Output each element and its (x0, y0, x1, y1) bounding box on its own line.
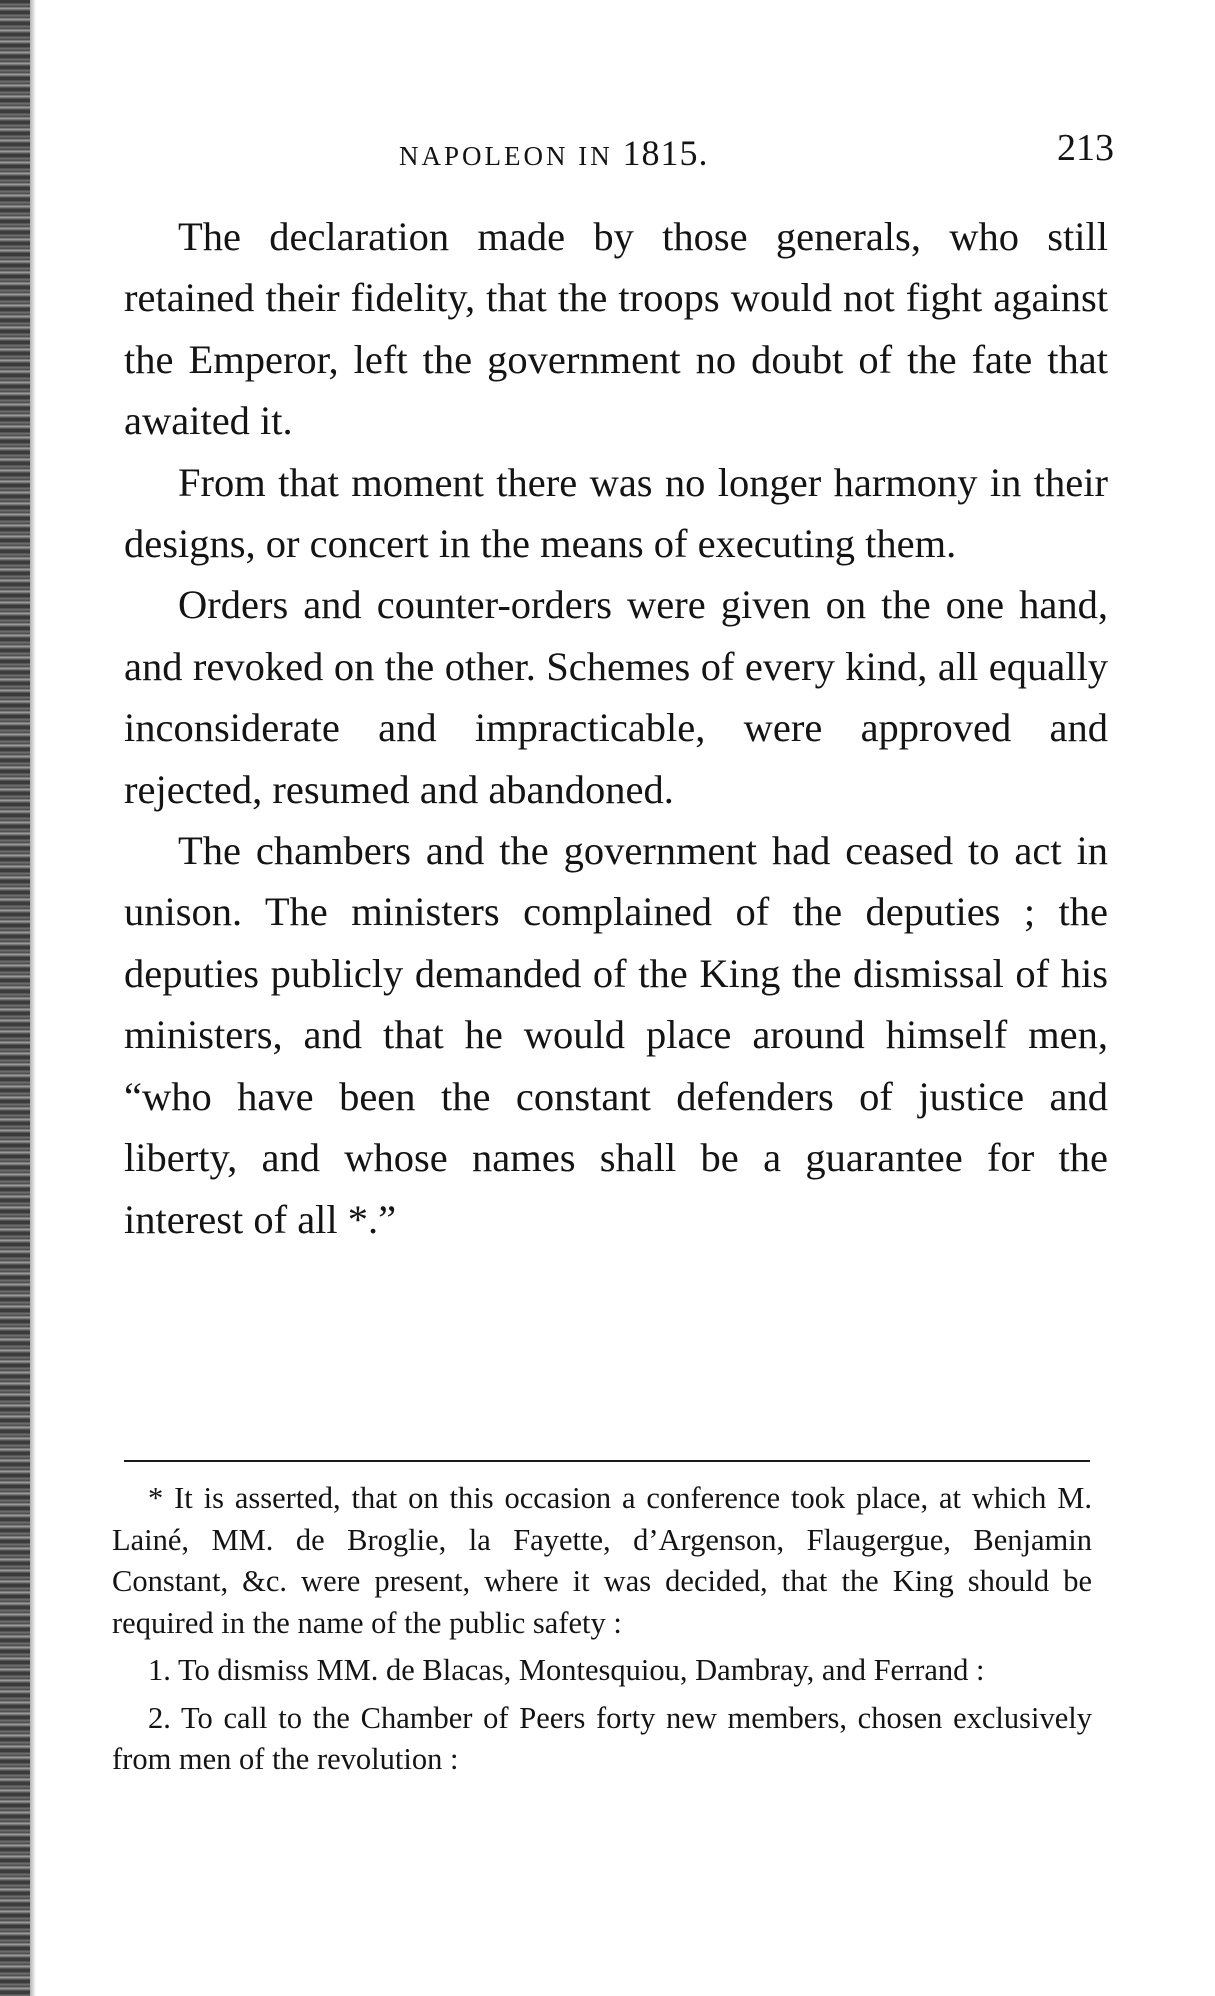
footnote-item: 1. To dismiss MM. de Blacas, Montesquiou, Dambray, and Ferrand : (148, 1653, 985, 1687)
footnotes (112, 1478, 1092, 1781)
page-number: 213 (1057, 127, 1114, 169)
running-title-text: NAPOLEON IN (399, 141, 613, 171)
paragraph: The declaration made by those generals, who still retained their fidelity, that the troops would not fight against the Emperor, left the government no doubt of the fate that awaited it. (124, 214, 1108, 444)
paragraph: The chambers and the government had ceased to act in unison. The ministers complained of the deputies ; the deputies publicly demanded of the King the dismissal of his ministers, and that he would place around himself men, “who have been the constant defenders of justice and liberty, and whose names shall be a guarantee for the interest of all *.” (124, 828, 1108, 1242)
footnote: * It is asserted, that on this occasion a conference took place, at which M. Lainé, MM. de Broglie, la Fayette, d’Argenson, Flaugergue, Benjamin Constant, &c. were present, where it was decided, that the King should be required in the name of the public safety : (112, 1481, 1092, 1640)
body-text (124, 206, 1108, 1250)
paragraph: From that moment there was no longer harmony in their designs, or concert in the means of executing them. (124, 459, 1108, 567)
running-title-year: 1815. (622, 133, 709, 173)
running-title (399, 132, 708, 174)
paragraph: Orders and counter-orders were given on the one hand, and revoked on the other. Schemes of every kind, all equally inconsiderate and impracticable, were approved and rejected, resumed and abandoned. (124, 582, 1108, 812)
page-header (124, 126, 1114, 176)
book-binding-edge (0, 0, 30, 1996)
footnote-divider (124, 1460, 1090, 1462)
footnote-item: 2. To call to the Chamber of Peers forty new members, chosen exclusively from men of the revolution : (112, 1700, 1092, 1776)
